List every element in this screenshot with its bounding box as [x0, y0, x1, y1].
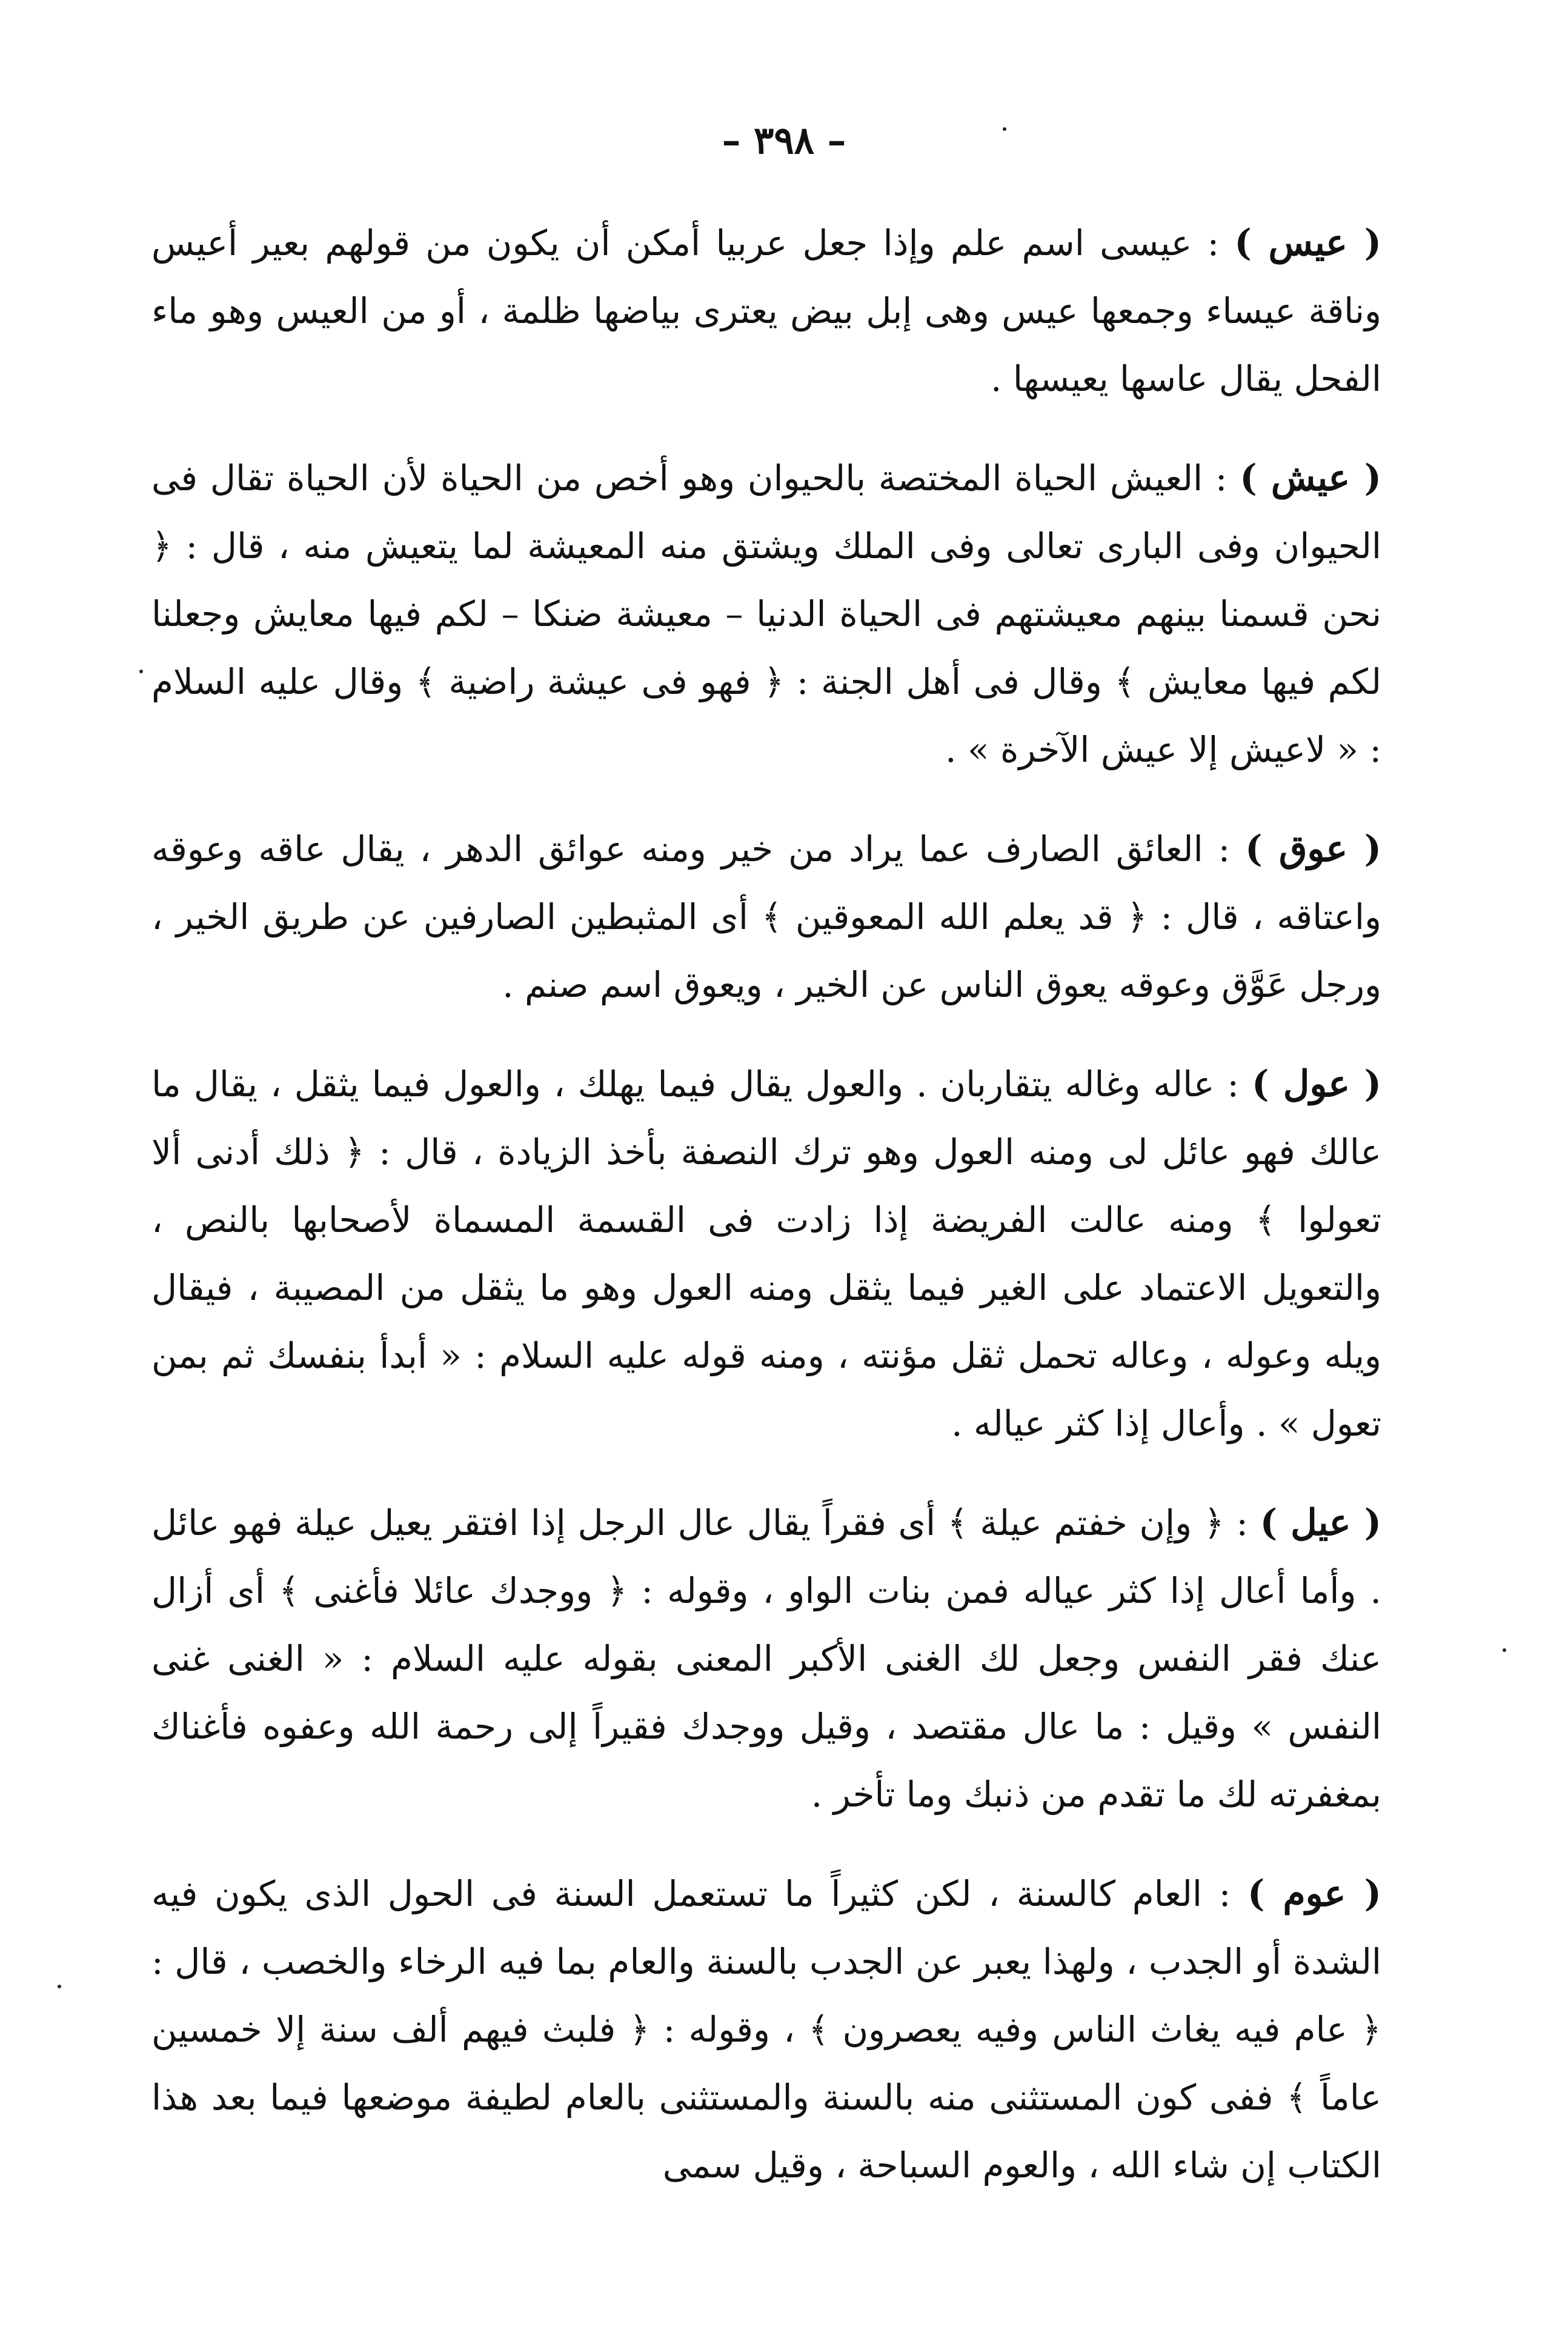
scan-speck: [1003, 127, 1006, 131]
entry-awm: [151, 1860, 1381, 2199]
scan-speck: [139, 670, 143, 673]
entry-ayis: [151, 209, 1381, 413]
entry-headword: ( عيس ): [1234, 222, 1381, 264]
entry-aysh: [151, 444, 1381, 784]
entry-definition: : عاله وغاله يتقاربان . والعول يقال فيما يهلك ، والعول فيما يثقل ، يقال ما عالك فهو عائل لى ومنه العول وهو ترك النصفة بأخذ الزيادة ، قال : ﴿ ذلك أدنى ألا تعولوا ﴾ ومنه عالت الفريضة إذا زادت فى القسمة المسماة لأصحابها بالنص ، والتعويل الاعتماد على الغير فيما يثقل ومنه العول وهو ما يثقل من المصيبة ، فيقال ويله وعوله ، وعاله تحمل ثقل مؤنته ، ومنه قوله عليه السلام : « أبدأ بنفسك ثم بمن تعول » . وأعال إذا كثر عياله .: [151, 1064, 1381, 1444]
scan-speck: [58, 1985, 61, 1988]
entry-ayl: [151, 1489, 1381, 1828]
entry-headword: ( عيش ): [1240, 457, 1381, 499]
entry-definition: : العائق الصارف عما يراد من خير ومنه عوائق الدهر ، يقال عاقه وعوقه واعتاقه ، قال : ﴿ قد يعلم الله المعوقين ﴾ أى المثبطين الصارفين عن طريق الخير ، ورجل عَوَّق وعوقه يعوق الناس عن الخير ، ويعوق اسم صنم .: [151, 828, 1381, 1005]
page-number: – ٣٩٨ –: [722, 118, 846, 162]
scan-speck: [1503, 1648, 1506, 1652]
entry-definition: : العيش الحياة المختصة بالحيوان وهو أخص من الحياة لأن الحياة تقال فى الحيوان وفى البارى تعالى وفى الملك ويشتق منه المعيشة لما يتعيش منه ، قال : ﴿ نحن قسمنا بينهم معيشتهم فى الحياة الدنيا – معيشة ضنكا – لكم فيها معايش وجعلنا لكم فيها معايش ﴾ وقال فى أهل الجنة : ﴿ فهو فى عيشة راضية ﴾ وقال عليه السلام : « لاعيش إلا عيش الآخرة » .: [151, 458, 1381, 770]
entry-definition: : العام كالسنة ، لكن كثيراً ما تستعمل السنة فى الحول الذى يكون فيه الشدة أو الجدب ، ولهذا يعبر عن الجدب بالسنة والعام بما فيه الرخاء والخصب ، قال : ﴿ عام فيه يغاث الناس وفيه يعصرون ﴾ ، وقوله : ﴿ فلبث فيهم ألف سنة إلا خمسين عاماً ﴾ ففى كون المستثنى منه بالسنة والمستثنى بالعام لطيفة موضعها فيما بعد هذا الكتاب إن شاء الله ، والعوم السباحة ، وقيل سمى: [151, 1873, 1381, 2186]
entry-definition: : ﴿ وإن خفتم عيلة ﴾ أى فقراً يقال عال الرجل إذا افتقر يعيل عيلة فهو عائل . وأما أعال إذا كثر عياله فمن بنات الواو ، وقوله : ﴿ ووجدك عائلا فأغنى ﴾ أى أزال عنك فقر النفس وجعل لك الغنى الأكبر المعنى بقوله عليه السلام : « الغنى غنى النفس » وقيل : ما عال مقتصد ، وقيل ووجدك فقيراً إلى رحمة الله وعفوه فأغناك بمغفرته لك ما تقدم من ذنبك وما تأخر .: [151, 1502, 1381, 1815]
entry-definition: : عيسى اسم علم وإذا جعل عربيا أمكن أن يكون من قولهم بعير أعيس وناقة عيساء وجمعها عيس وهى إبل بيض يعترى بياضها ظلمة ، أو من العيس وهو ماء الفحل يقال عاسها يعيسها .: [151, 222, 1381, 399]
entry-awq: [151, 815, 1381, 1019]
entry-headword: ( عيل ): [1260, 1502, 1381, 1544]
entry-awl: [151, 1050, 1381, 1457]
entry-headword: ( عوق ): [1245, 828, 1382, 870]
entry-headword: ( عوم ): [1247, 1873, 1381, 1915]
dictionary-entries: [151, 209, 1381, 2231]
entry-headword: ( عول ): [1251, 1063, 1381, 1105]
